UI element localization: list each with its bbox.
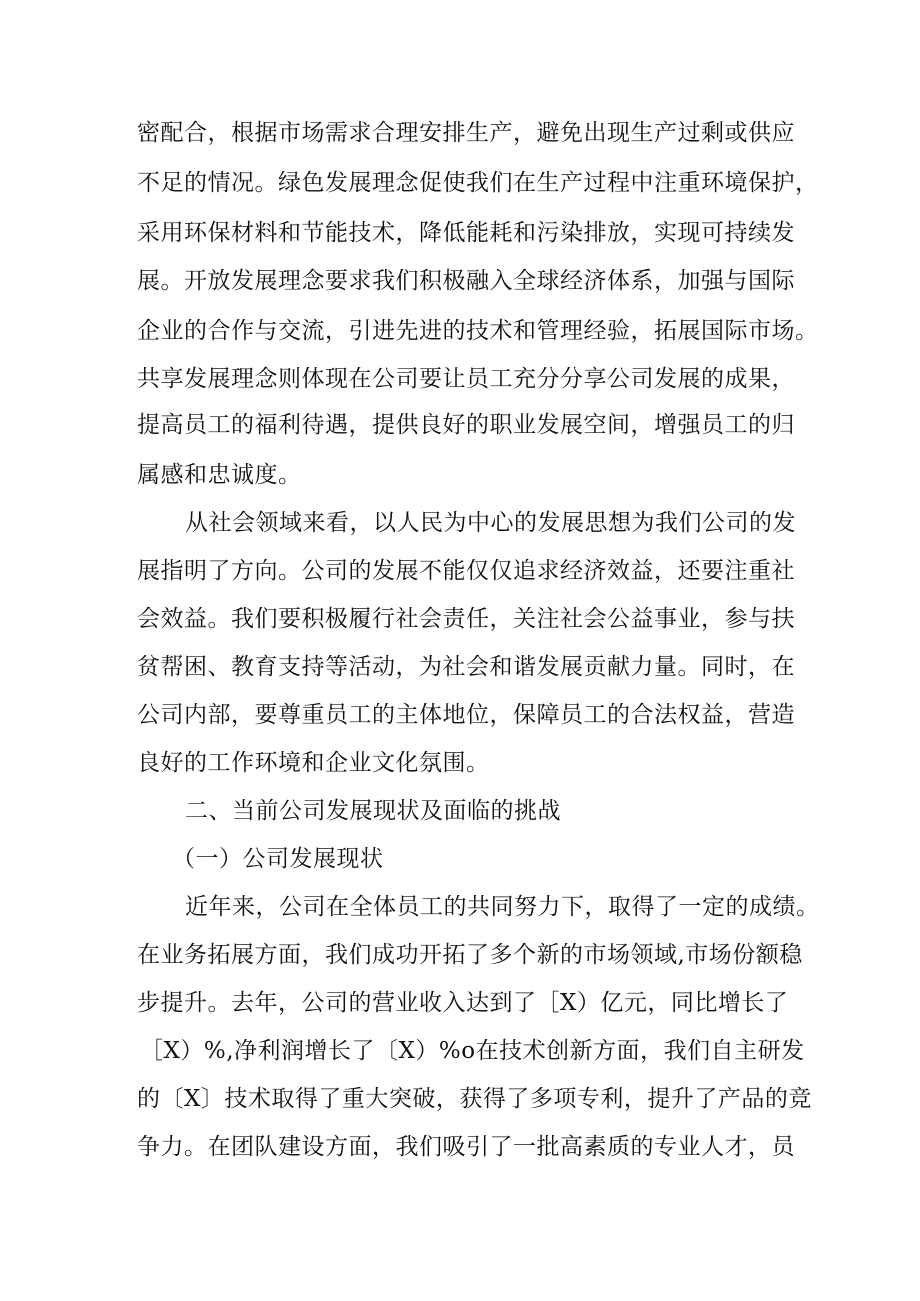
section-heading: 二、当前公司发展现状及面临的挑战 <box>185 798 561 824</box>
body-text-line: 展指明了方向。公司的发展不能仅仅追求经济效益，还要注重社 <box>137 558 795 584</box>
body-text-line: 属感和忠诚度。 <box>137 462 302 488</box>
body-text-line: 会效益。我们要积极履行社会责任，关注社会公益事业，参与扶 <box>137 606 795 632</box>
body-text-line: 步提升。去年，公司的营业收入达到了［X）亿元，同比增长了 <box>137 990 789 1016</box>
body-text-line: 贫帮困、教育支持等活动，为社会和谐发展贡献力量。同时，在 <box>137 654 795 680</box>
body-text-line: 提高员工的福利待遇，提供良好的职业发展空间，增强员工的归 <box>137 412 795 438</box>
body-text-line: 的〔X〕技术取得了重大突破，获得了多项专利，提升了产品的竞 <box>137 1086 812 1112</box>
subsection-heading: （一）公司发展现状 <box>172 846 384 872</box>
body-text-line: 展。开放发展理念要求我们积极融入全球经济体系，加强与国际 <box>137 268 795 294</box>
paragraph-first-line: 近年来，公司在全体员工的共同努力下，取得了一定的成绩。 <box>185 894 820 920</box>
body-text-line: 公司内部，要尊重员工的主体地位，保障员工的合法权益，营造 <box>137 702 795 728</box>
body-text-line: 密配合，根据市场需求合理安排生产，避免出现生产过剩或供应 <box>137 120 795 146</box>
body-text-line: ［X）%,净利润增长了〔X）%o在技术创新方面，我们自主研发 <box>140 1038 805 1064</box>
body-text-line: 争力。在团队建设方面，我们吸引了一批高素质的专业人才，员 <box>137 1134 795 1160</box>
body-text-line: 良好的工作环境和企业文化氛围。 <box>137 750 490 776</box>
body-text-line: 采用环保材料和节能技术，降低能耗和污染排放，实现可持续发 <box>137 220 795 246</box>
body-text-line: 在业务拓展方面，我们成功开拓了多个新的市场领域,市场份额稳 <box>137 942 803 968</box>
paragraph-first-line: 从社会领域来看，以人民为中心的发展思想为我们公司的发 <box>185 510 796 536</box>
body-text-line: 不足的情况。绿色发展理念促使我们在生产过程中注重环境保护， <box>137 170 819 196</box>
body-text-line: 企业的合作与交流，引进先进的技术和管理经验，拓展国际市场。 <box>137 318 819 344</box>
body-text-line: 共享发展理念则体现在公司要让员工充分分享公司发展的成果， <box>137 366 795 392</box>
